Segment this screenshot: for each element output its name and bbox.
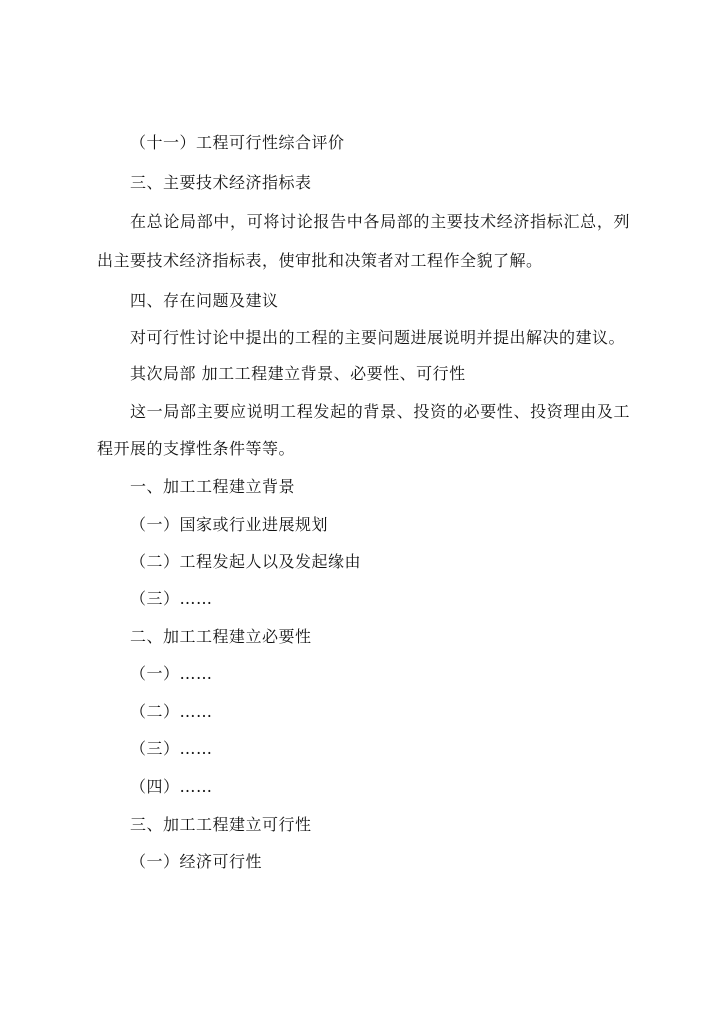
list-item-necessity-1: （一）……: [130, 664, 213, 683]
list-item-necessity-4: （四）……: [130, 777, 213, 796]
heading-necessity: 二、加工工程建立必要性: [130, 627, 312, 646]
paragraph-indicators-line-2: 出主要技术经济指标表，使审批和决策者对工程作全貌了解。: [97, 251, 543, 270]
paragraph-part-two-line-2: 程开展的支撑性条件等等。: [97, 439, 296, 458]
list-item-necessity-2: （二）……: [130, 702, 213, 721]
heading-main-indicators: 三、主要技术经济指标表: [130, 173, 312, 192]
heading-background: 一、加工工程建立背景: [130, 477, 296, 496]
list-item-background-2: （二）工程发起人以及发起缘由: [130, 552, 362, 571]
list-item-necessity-3: （三）……: [130, 739, 213, 758]
list-item-background-3: （三）……: [130, 589, 213, 608]
heading-part-two: 其次局部 加工工程建立背景、必要性、可行性: [130, 364, 466, 383]
list-item-background-1: （一）国家或行业进展规划: [130, 515, 329, 534]
paragraph-issues: 对可行性讨论中提出的工程的主要问题进展说明并提出解决的建议。: [130, 328, 626, 347]
list-item-feasibility-1: （一）经济可行性: [130, 852, 263, 871]
heading-section-11: （十一）工程可行性综合评价: [130, 133, 345, 152]
heading-feasibility: 三、加工工程建立可行性: [130, 815, 312, 834]
paragraph-part-two-line-1: 这一局部主要应说明工程发起的背景、投资的必要性、投资理由及工: [130, 402, 630, 421]
paragraph-indicators-line-1: 在总论局部中，可将讨论报告中各局部的主要技术经济指标汇总，列: [130, 212, 630, 231]
heading-issues-suggestions: 四、存在问题及建议: [130, 291, 279, 310]
